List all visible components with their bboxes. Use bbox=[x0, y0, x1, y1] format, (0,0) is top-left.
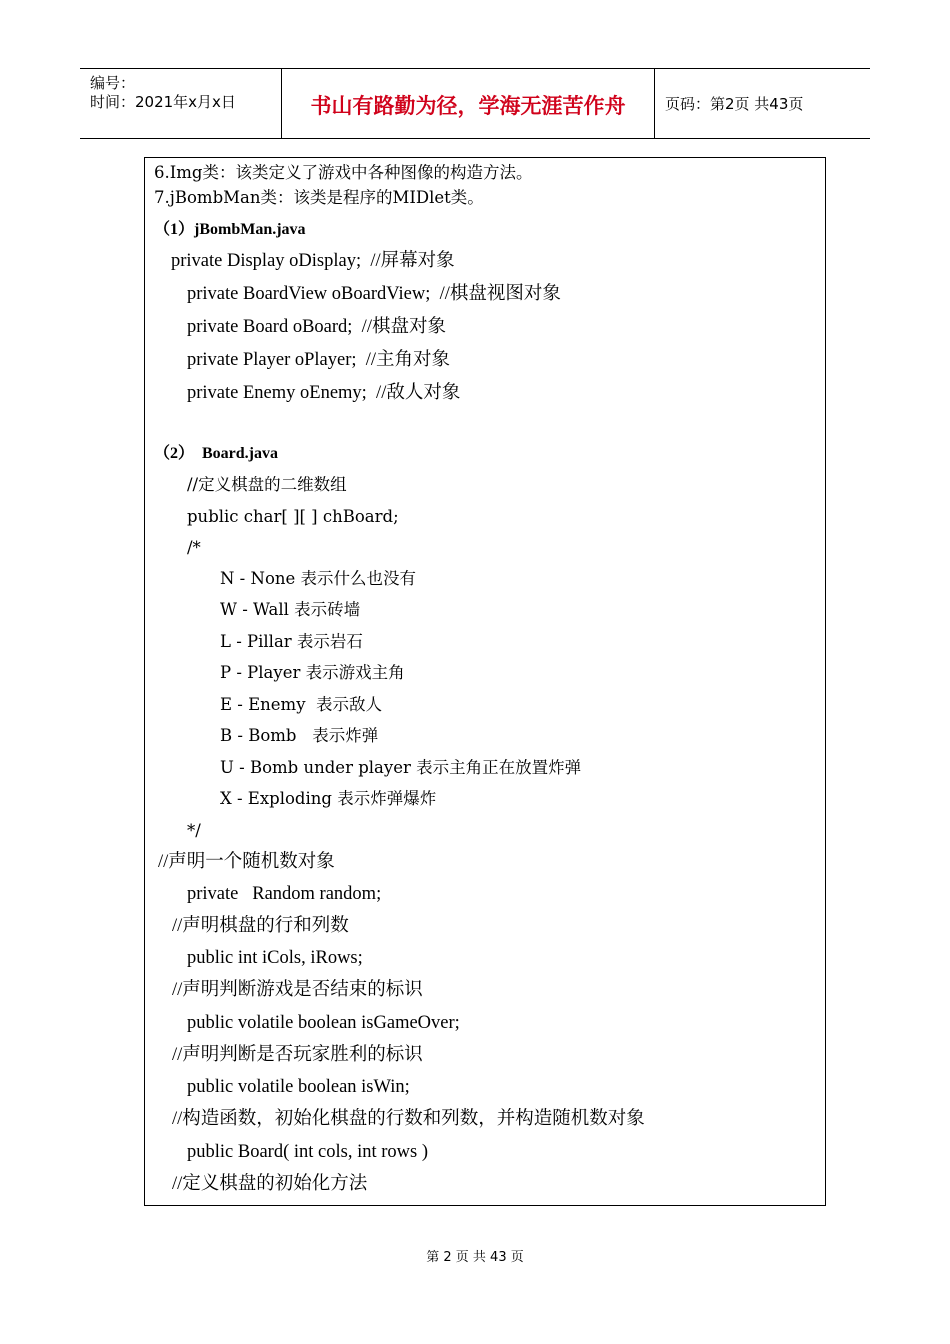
code-line: private BoardView oBoardView; //棋盘视图对象 bbox=[187, 284, 561, 304]
section-heading: （1）jBombMan.java bbox=[154, 221, 306, 238]
code-comment: //定义棋盘的初始化方法 bbox=[172, 1174, 368, 1194]
page-info: 页码：第2页 共43页 bbox=[665, 95, 804, 113]
page-header bbox=[80, 68, 870, 139]
code-comment: X - Exploding 表示炸弹爆炸 bbox=[220, 789, 437, 808]
code-comment: W - Wall 表示砖墙 bbox=[220, 600, 361, 619]
code-comment: P - Player 表示游戏主角 bbox=[220, 663, 405, 682]
code-line: private Display oDisplay; //屏幕对象 bbox=[171, 251, 455, 271]
header-page-cell bbox=[655, 69, 870, 138]
code-line: public Board( int cols, int rows ) bbox=[187, 1142, 428, 1162]
code-comment: //声明一个随机数对象 bbox=[158, 852, 335, 872]
code-line: public volatile boolean isWin; bbox=[187, 1077, 410, 1097]
section-heading: （2） Board.java bbox=[154, 445, 279, 462]
code-line: public volatile boolean isGameOver; bbox=[187, 1013, 460, 1033]
code-comment: N - None 表示什么也没有 bbox=[220, 569, 417, 588]
number-label: 编号： bbox=[90, 74, 136, 92]
code-comment: //定义棋盘的二维数组 bbox=[187, 475, 347, 494]
content-box bbox=[144, 157, 826, 1206]
header-motto-cell bbox=[282, 69, 655, 138]
code-line: private Random random; bbox=[187, 884, 382, 904]
code-line: /* bbox=[187, 538, 201, 557]
code-comment: B - Bomb 表示炸弹 bbox=[220, 726, 379, 745]
code-comment: //声明判断游戏是否结束的标识 bbox=[172, 980, 423, 1000]
code-comment: //构造函数，初始化棋盘的行数和列数，并构造随机数对象 bbox=[172, 1109, 645, 1129]
date-label: 时间：2021年x月x日 bbox=[90, 93, 236, 111]
code-line: public char[ ][ ] chBoard; bbox=[187, 507, 399, 526]
header-meta-cell bbox=[80, 69, 282, 138]
text-line: 7.jBombMan类：该类是程序的MIDlet类。 bbox=[154, 188, 484, 207]
code-comment: //声明棋盘的行和列数 bbox=[172, 916, 349, 936]
code-line: public int iCols, iRows; bbox=[187, 948, 363, 968]
code-comment: U - Bomb under player 表示主角正在放置炸弹 bbox=[220, 758, 582, 777]
text-line: 6.Img类：该类定义了游戏中各种图像的构造方法。 bbox=[154, 163, 533, 182]
code-comment: E - Enemy 表示敌人 bbox=[220, 695, 383, 714]
page-footer: 第 2 页 共 43 页 bbox=[426, 1250, 524, 1265]
code-line: private Player oPlayer; //主角对象 bbox=[187, 350, 451, 370]
code-line: private Board oBoard; //棋盘对象 bbox=[187, 317, 446, 337]
code-line: */ bbox=[187, 821, 201, 840]
code-comment: L - Pillar 表示岩石 bbox=[220, 632, 363, 651]
code-comment: //声明判断是否玩家胜利的标识 bbox=[172, 1045, 423, 1065]
code-line: private Enemy oEnemy; //敌人对象 bbox=[187, 383, 461, 403]
motto: 书山有路勤为径，学海无涯苦作舟 bbox=[310, 94, 626, 118]
